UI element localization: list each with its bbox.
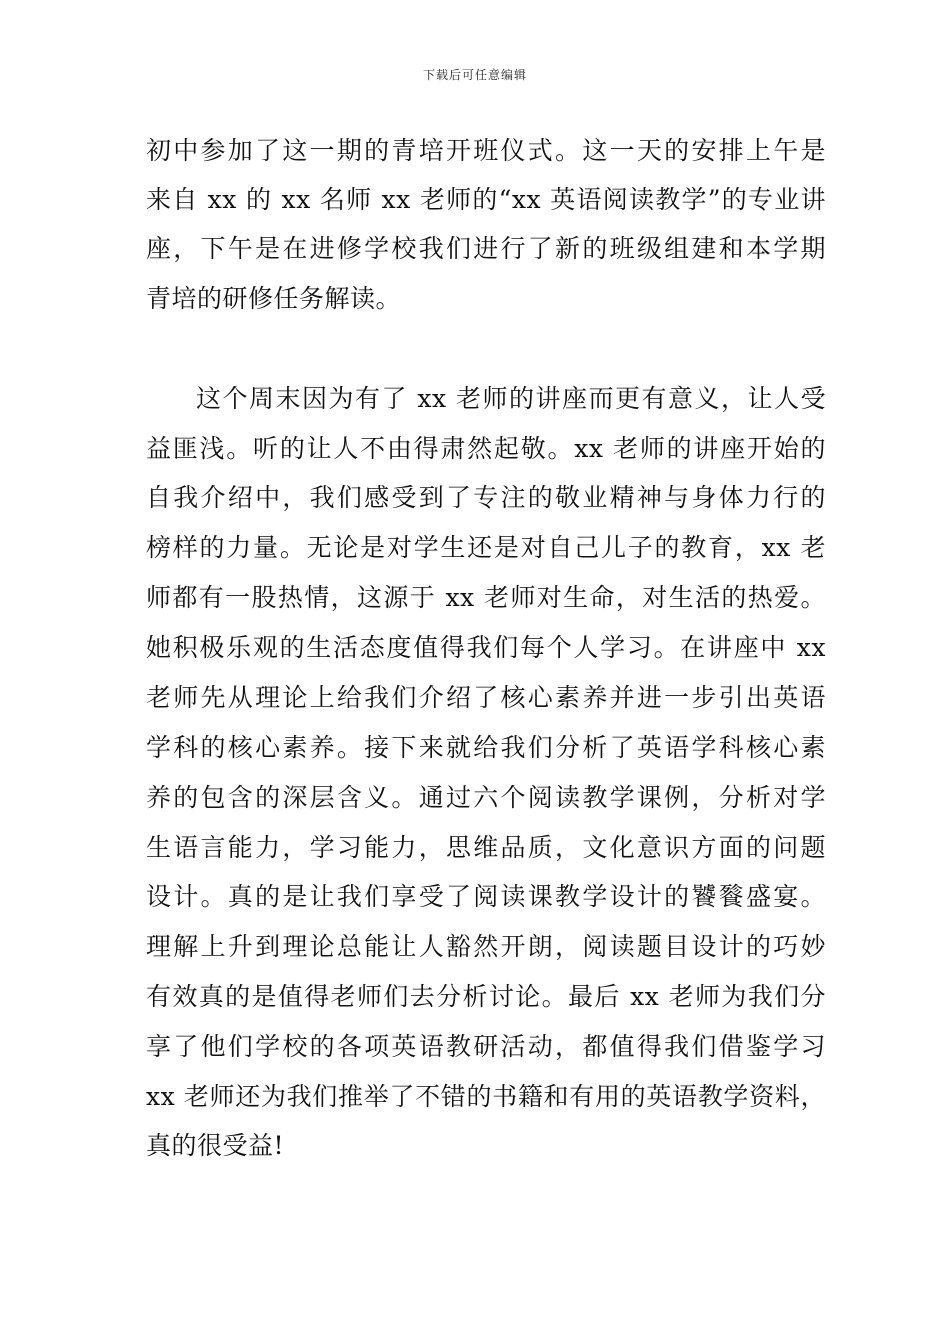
paragraph-2-line-14: 享了他们学校的各项英语教研活动，都值得我们借鉴学习 xyxy=(146,1032,826,1061)
paragraph-2-line-1: 这个周末因为有了 xx 老师的讲座而更有意义，让人受 xyxy=(196,384,826,413)
paragraph-2-line-3: 自我介绍中，我们感受到了专注的敬业精神与身体力行的 xyxy=(146,483,826,512)
paragraph-2-line-6: 她积极乐观的生活态度值得我们每个人学习。在讲座中 xx xyxy=(146,633,826,662)
paragraph-1-line-4: 青培的研修任务解读。 xyxy=(146,284,402,313)
paragraph-2-line-5: 师都有一股热情，这源于 xx 老师对生命，对生活的热爱。 xyxy=(146,583,826,612)
paragraph-2-line-7: 老师先从理论上给我们介绍了核心素养并进一步引出英语 xyxy=(146,683,826,712)
paragraph-2-line-4: 榜样的力量。无论是对学生还是对自己儿子的教育，xx 老 xyxy=(146,533,826,562)
paragraph-2-line-2: 益匪浅。听的让人不由得肃然起敬。xx 老师的讲座开始的 xyxy=(146,434,826,463)
paragraph-2-line-15: xx 老师还为我们推举了不错的书籍和有用的英语教学资料， xyxy=(146,1082,826,1111)
paragraph-1-line-3: 座，下午是在进修学校我们进行了新的班级组建和本学期 xyxy=(146,234,826,263)
paragraph-2-line-10: 生语言能力，学习能力，思维品质，文化意识方面的问题 xyxy=(146,833,826,862)
paragraph-1-line-2: 来自 xx 的 xx 名师 xx 老师的“xx 英语阅读教学”的专业讲 xyxy=(146,185,826,214)
paragraph-2-line-13: 有效真的是值得老师们去分析讨论。最后 xx 老师为我们分 xyxy=(146,982,826,1011)
paragraph-2-line-12: 理解上升到理论总能让人豁然开朗，阅读题目设计的巧妙 xyxy=(146,932,826,961)
header-note: 下载后可任意编辑 xyxy=(422,68,527,82)
paragraph-2-line-11: 设计。真的是让我们享受了阅读课教学设计的饕餮盛宴。 xyxy=(146,882,826,911)
paragraph-2-line-9: 养的包含的深层含义。通过六个阅读教学课例，分析对学 xyxy=(146,783,826,812)
paragraph-1-line-1: 初中参加了这一期的青培开班仪式。这一天的安排上午是 xyxy=(146,136,826,165)
paragraph-2-line-8: 学科的核心素养。接下来就给我们分析了英语学科核心素 xyxy=(146,733,826,762)
paragraph-2-line-16: 真的很受益! xyxy=(146,1131,285,1160)
